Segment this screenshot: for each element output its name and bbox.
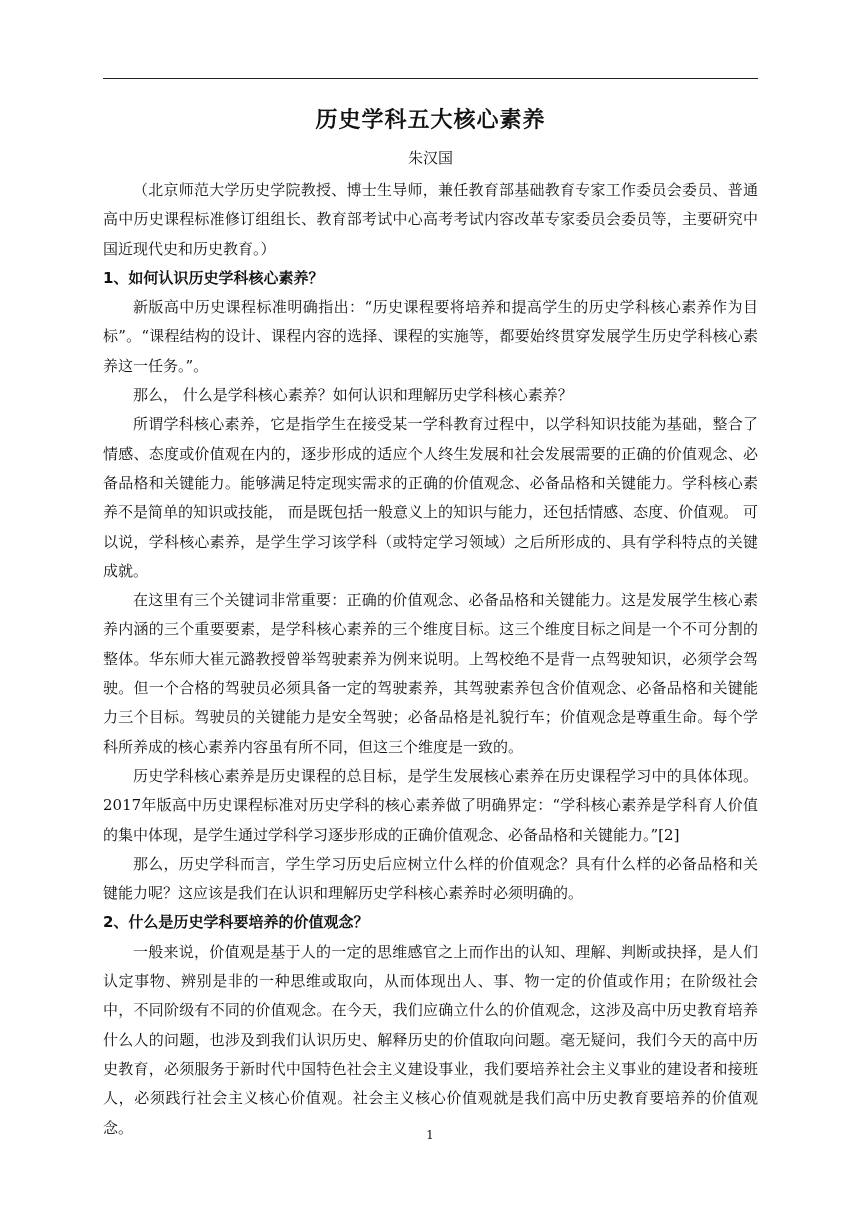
section-heading-2: 2、什么是历史学科要培养的价值观念？ bbox=[103, 913, 369, 932]
page-number: 1 bbox=[426, 1128, 434, 1142]
paragraph: 所谓学科核心素养，它是指学生在接受某一学科教育过程中，以学科知识技能为基础，整合了情感、态度或价值观在内的，逐步形成的适应个人终生发展和社会发展需要的正确的价值观念、必备品格和关键能力。能够满足特定现实需求的正确的价值观念、必备品格和关键能力。学科核心素养不是简单的知识或技能， 而是既包括一般意义上的知识与能力，还包括情感、态度、价值观。 可以说，学科核心素养，是学生学习该学科（或特定学习领域）之后所形成的、具有学科特点的关键成就。 bbox=[103, 415, 758, 580]
paragraph: 在这里有三个关键词非常重要：正确的价值观念、必备品格和关键能力。这是发展学生核心素养内涵的三个重要要素，是学科核心素养的三个维度目标。这三个维度目标之间是一个不可分割的整体。华东师大崔元潞教授曾举驾驶素养为例来说明。上驾校绝不是背一点驾驶知识，必须学会驾驶。但一个合格的驾驶员必须具备一定的驾驶素养，其驾驶素养包含价值观念、必备品格和关键能力三个目标。驾驶员的关键能力是安全驾驶；必备品格是礼貌行车；价值观念是尊重生命。每个学科所养成的核心素养内容虽有所不同，但这三个维度是一致的。 bbox=[103, 591, 758, 756]
document-body bbox=[103, 176, 758, 1143]
author-name: 朱汉国 bbox=[407, 149, 453, 167]
header-rule bbox=[103, 78, 758, 79]
paragraph: 历史学科核心素养是历史课程的总目标，是学生发展核心素养在历史课程学习中的具体体现。2017年版高中历史课程标准对历史学科的核心素养做了明确界定：“学科核心素养是学科育人价值的集中体现，是学生通过学科学习逐步形成的正确价值观念、必备品格和关键能力。”[2] bbox=[103, 766, 758, 844]
document-title: 历史学科五大核心素养 bbox=[315, 108, 546, 133]
paragraph: 新版高中历史课程标准明确指出：“历史课程要将培养和提高学生的历史学科核心素养作为目标”。“课程结构的设计、课程内容的选择、课程的实施等，都要始终贯穿发展学生历史学科核心素养这一任务。”。 bbox=[103, 298, 758, 375]
paragraph: 一般来说，价值观是基于人的一定的思维感官之上而作出的认知、理解、判断或抉择，是人们认定事物、辨别是非的一种思维或取向，从而体现出人、事、物一定的价值或作用；在阶级社会中，不同阶级有不同的价值观念。在今天，我们应确立什么的价值观念，这涉及高中历史教育培养什么人的问题，也涉及到我们认识历史、解释历史的价值取向问题。毫无疑问，我们今天的高中历史教育，必须服务于新时代中国特色社会主义建设事业，我们要培养社会主义事业的建设者和接班人，必须践行社会主义核心价值观。社会主义核心价值观就是我们高中历史教育要培养的价值观念。 bbox=[103, 942, 758, 1137]
paragraph: 那么， 什么是学科核心素养？如何认识和理解历史学科核心素养？ bbox=[133, 386, 573, 405]
section-heading-1: 1、如何认识历史学科核心素养？ bbox=[103, 268, 324, 287]
paragraph: 那么，历史学科而言，学生学习历史后应树立什么样的价值观念？具有什么样的必备品格和关键能力呢？这应该是我们在认识和理解历史学科核心素养时必须明确的。 bbox=[103, 854, 758, 903]
author-affiliation: （北京师范大学历史学院教授、博士生导师，兼任教育部基础教育专家工作委员会委员、普通高中历史课程标准修订组组长、教育部考试中心高考考试内容改革专家委员会委员等，主要研究中国近现代史和历史教育。） bbox=[103, 181, 758, 258]
